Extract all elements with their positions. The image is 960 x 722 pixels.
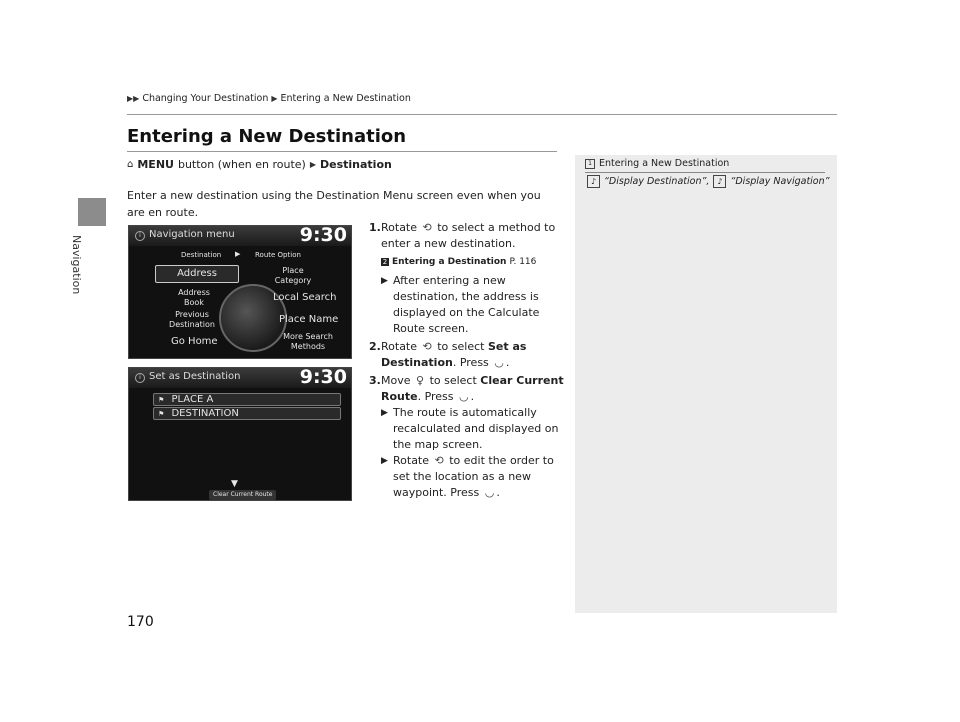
header-divider	[127, 114, 837, 115]
home-icon: ⌂	[127, 159, 134, 170]
cross-reference	[381, 254, 564, 270]
reference-icon: 2	[382, 258, 388, 266]
section-tab-label-wrap	[70, 235, 113, 355]
interface-dial-move-icon: ♀	[416, 374, 425, 387]
intro-paragraph: Enter a new destination using the Destination Menu screen even when you are en route.	[127, 189, 541, 219]
interface-dial-rotate-icon: ⟲	[422, 340, 432, 353]
voice-command-icon: ♪	[713, 175, 726, 188]
voice-command-icon: ♪	[587, 175, 600, 188]
sidebar-note	[575, 155, 837, 613]
voice-commands: ♪ “Display Destination”, ♪ “Display Navigation”	[587, 175, 830, 188]
interface-dial-press-icon: ◡	[459, 390, 469, 403]
flag-icon: ⚑	[158, 396, 165, 404]
navigation-menu-screenshot	[128, 225, 352, 359]
interface-dial-rotate-icon: ⟲	[422, 221, 432, 234]
interface-dial-rotate-icon: ⟲	[434, 454, 444, 467]
instruction-target: Destination	[320, 158, 392, 171]
menu-button-label: MENU	[137, 158, 174, 171]
clear-current-route-button[interactable]: Clear Current Route	[209, 490, 276, 500]
interface-dial-press-icon: ◡	[484, 486, 495, 499]
instruction-text: button (when en route)	[177, 158, 306, 171]
screen-title: Navigation menu	[149, 229, 235, 240]
step-3-note-1: ▶ The route is automatically recalculated and displayed on the map screen.	[381, 406, 559, 451]
info-icon: i	[135, 231, 145, 241]
reference-page: P. 116	[509, 257, 537, 267]
breadcrumb-item[interactable]: Entering a New Destination	[280, 93, 411, 104]
arrow-icon: ▶	[381, 456, 388, 466]
step-3-note-2: ▶ Rotate ⟲ to edit the order to set the location as a new waypoint. Press ◡ .	[381, 454, 554, 499]
instruction-line	[127, 158, 392, 171]
interface-dial-press-icon: ◡	[494, 356, 504, 369]
step-1: 1. Rotate ⟲ to select a method to enter a new destination. 2 Entering a Destination P. 116 ▶ After entering a new destination, the address is displayed on the Calculate Route screen.	[369, 220, 564, 337]
voice-command-2: Display Navigation	[735, 176, 825, 187]
steps-list	[369, 220, 564, 503]
menu-item-more-search[interactable]: More Search Methods	[283, 332, 333, 351]
tab-arrow-icon: ▶	[235, 250, 241, 258]
title-divider	[127, 151, 557, 152]
menu-item-go-home[interactable]: Go Home	[171, 336, 218, 347]
tab-route-option[interactable]: Route Option	[255, 251, 301, 259]
menu-item-place-name[interactable]: Place Name	[279, 314, 339, 325]
voice-command-1: Display Destination	[608, 176, 702, 187]
breadcrumb-item[interactable]: Changing Your Destination	[142, 93, 269, 104]
page-title: Entering a New Destination	[127, 126, 407, 147]
menu-item-local-search[interactable]: Local Search	[273, 292, 337, 303]
menu-item-address[interactable]: Address	[155, 265, 239, 283]
step-2: 2. Rotate ⟲ to select Set as Destination. Press ◡ .	[369, 340, 527, 369]
step-3: 3. Move ♀ to select Clear Current Route. Press ◡ . ▶ The route is automatically recalculated and displayed on the map screen. ▶ Rotate ⟲ to edit the order to set the location as a new waypoint. Press ◡ .	[369, 374, 564, 499]
screen-title: Set as Destination	[149, 371, 241, 382]
tab-destination[interactable]: Destination	[181, 251, 222, 259]
clock: 9:30	[299, 224, 347, 246]
arrow-icon: ▶	[309, 160, 316, 169]
menu-item-address-book[interactable]: Address Book	[178, 288, 210, 307]
clock: 9:30	[299, 366, 347, 388]
sidebar-note-divider	[585, 172, 825, 173]
chevron-down-icon: ▼	[231, 479, 238, 489]
note-icon: 1	[585, 159, 595, 169]
info-icon: i	[135, 373, 145, 383]
reference-link[interactable]: Entering a Destination	[392, 257, 507, 267]
page-number: 170	[127, 614, 154, 630]
sidebar-note-heading: 1 Entering a New Destination	[585, 158, 729, 169]
arrow-icon: ▶	[381, 408, 388, 418]
breadcrumb	[127, 93, 411, 104]
set-as-destination-screenshot	[128, 367, 352, 501]
step-1-note: ▶ After entering a new destination, the address is displayed on the Calculate Route screen.	[381, 274, 540, 335]
section-tab-marker	[78, 198, 106, 226]
screen-header	[129, 368, 351, 388]
arrow-icon: ▶	[381, 276, 388, 286]
menu-item-previous-destination[interactable]: Previous Destination	[169, 310, 215, 329]
breadcrumb-arrow-icon: ▶	[271, 94, 278, 103]
breadcrumb-arrow-icon: ▶▶	[127, 94, 140, 103]
screen-header	[129, 226, 351, 246]
flag-icon: ⚑	[158, 410, 165, 418]
route-row[interactable]: ⚑ DESTINATION	[153, 407, 341, 420]
menu-item-place-category[interactable]: Place Category	[274, 266, 312, 285]
section-tab-label: Navigation	[70, 235, 83, 295]
route-row[interactable]: ⚑ PLACE A	[153, 393, 341, 406]
